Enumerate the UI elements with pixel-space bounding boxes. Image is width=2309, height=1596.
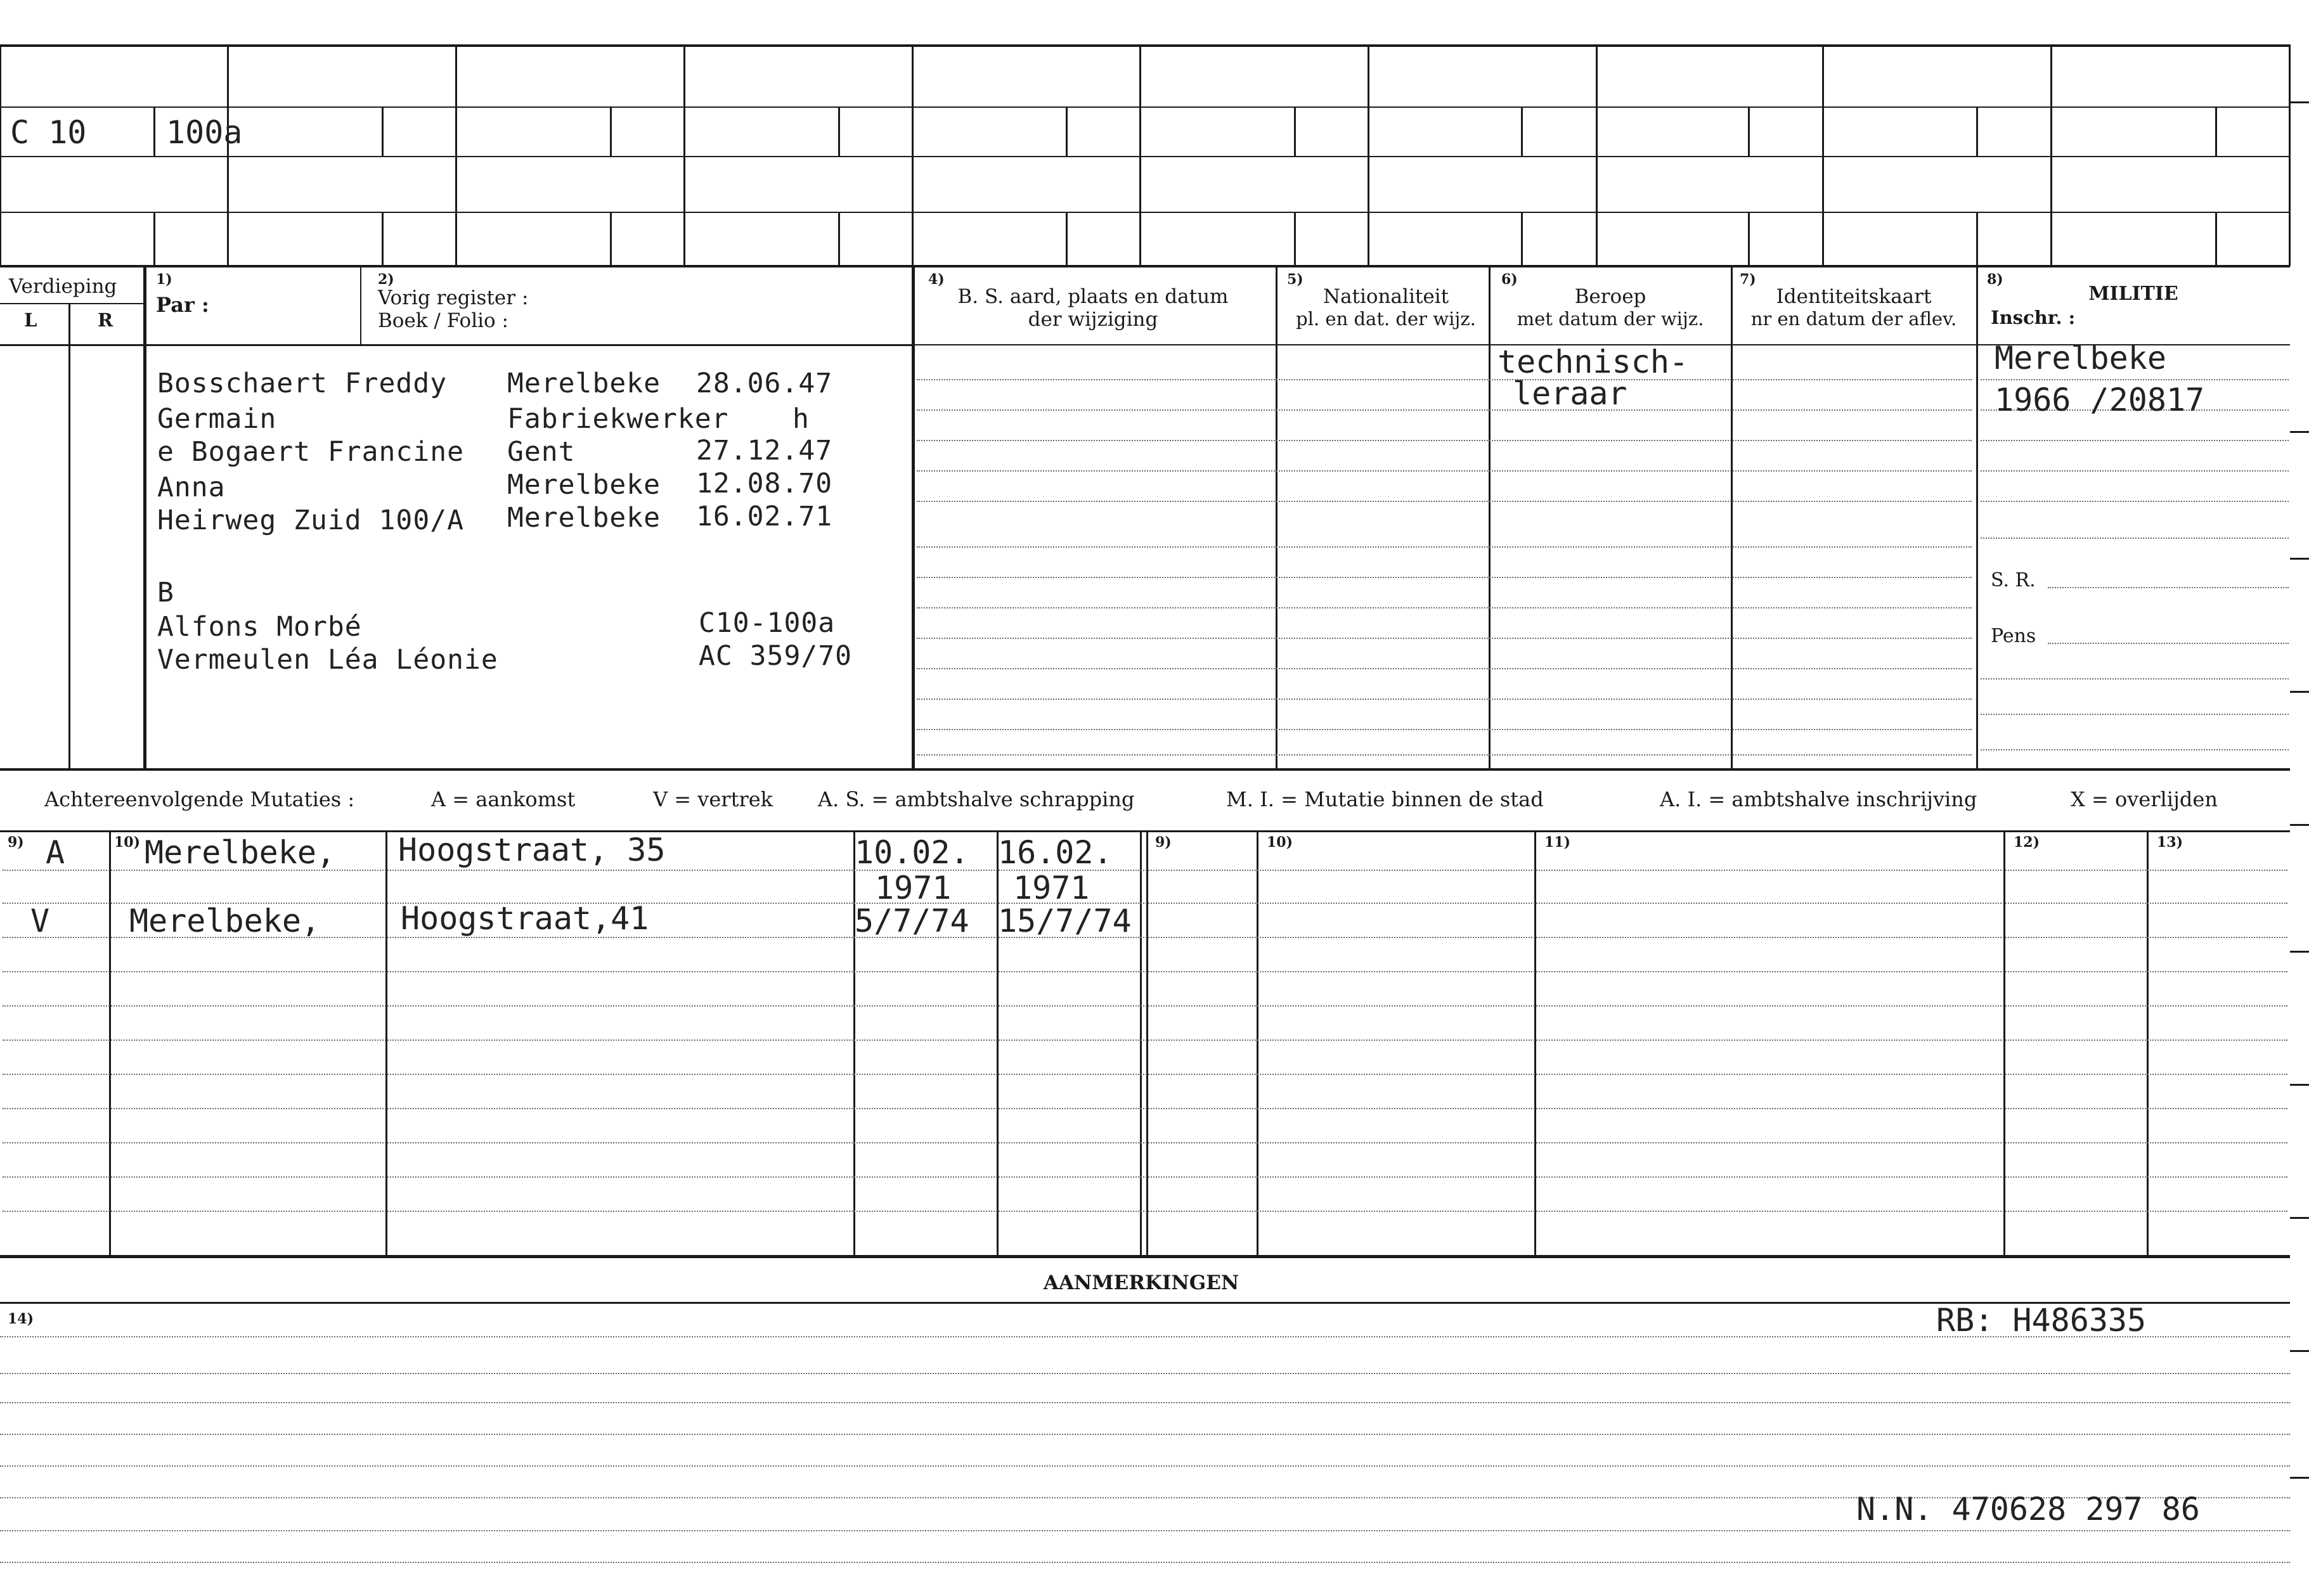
top-code-c2: 100a bbox=[166, 114, 243, 151]
mutation-date2: 15/7/74 bbox=[998, 903, 1132, 939]
verdieping-label: Verdieping bbox=[9, 275, 117, 298]
field-num-7: 7) bbox=[1740, 271, 1756, 288]
nn-number: N.N. 470628 297 86 bbox=[1856, 1491, 2200, 1528]
person-date: 27.12.47 bbox=[696, 435, 833, 467]
mutation-date1: 5/7/74 bbox=[855, 903, 969, 939]
field-num-14: 14) bbox=[8, 1311, 34, 1327]
mutations-top-line bbox=[0, 830, 2290, 832]
grid-vline bbox=[2289, 44, 2291, 266]
verdieping-l: L bbox=[24, 309, 37, 331]
mutation-date2: 16.02. bbox=[998, 834, 1113, 871]
bs-header-2: der wijziging bbox=[1028, 308, 1158, 331]
mutation-type: V bbox=[30, 903, 50, 939]
section-b-label: B bbox=[157, 577, 174, 608]
grid-vline bbox=[1822, 44, 1824, 266]
section-b-ref-2: AC 359/70 bbox=[699, 640, 852, 672]
vorig-register-label: Vorig register : bbox=[378, 286, 529, 309]
beroep-header-2: met datum der wijz. bbox=[1517, 308, 1704, 330]
legend-ai: A. I. = ambtshalve inschrijving bbox=[1660, 787, 1977, 811]
legend-a: A = aankomst bbox=[431, 787, 576, 811]
militie-place: Merelbeke bbox=[1995, 340, 2166, 376]
mut-col-num-9: 9) bbox=[8, 834, 24, 851]
top-grid-line bbox=[0, 106, 2290, 108]
legend-mi: M. I. = Mutatie binnen de stad bbox=[1226, 787, 1544, 811]
boek-folio-label: Boek / Folio : bbox=[378, 309, 508, 332]
mutations-bottom-line bbox=[0, 1255, 2290, 1258]
person-date: 28.06.47 bbox=[696, 368, 833, 399]
identiteit-header-1: Identiteitskaart bbox=[1776, 285, 1932, 308]
person-place: Merelbeke bbox=[507, 469, 661, 501]
person-place: Gent bbox=[507, 436, 576, 468]
field-num-1: 1) bbox=[156, 271, 172, 288]
grid-vline bbox=[455, 44, 457, 266]
pens-label: Pens bbox=[1991, 625, 2036, 647]
mut-col-num-10a: 10) bbox=[114, 834, 141, 851]
militie-number: 1966 /20817 bbox=[1995, 382, 2205, 418]
field-num-6: 6) bbox=[1501, 271, 1518, 288]
mutation-date2-year: 1971 bbox=[1013, 870, 1090, 906]
legend-v: V = vertrek bbox=[653, 787, 773, 811]
verdieping-r: R bbox=[98, 309, 113, 331]
militie-header: MILITIE bbox=[2088, 283, 2178, 305]
grid-vline bbox=[2050, 44, 2052, 266]
person-date: 12.08.70 bbox=[696, 468, 833, 499]
mutation-street: Hoogstraat, 35 bbox=[398, 832, 666, 868]
mutation-street: Hoogstraat,41 bbox=[401, 900, 649, 937]
par-label: Par : bbox=[156, 293, 209, 317]
legend-x: X = overlijden bbox=[2071, 787, 2218, 811]
rb-number: RB: H486335 bbox=[1936, 1302, 2147, 1339]
grid-vline bbox=[0, 44, 1, 266]
grid-vline bbox=[1596, 44, 1598, 266]
mutation-type: A bbox=[46, 834, 65, 871]
mut-col-num-11: 11) bbox=[1544, 834, 1571, 851]
nationaliteit-header-1: Nationaliteit bbox=[1323, 285, 1449, 308]
nationaliteit-header-2: pl. en dat. der wijz. bbox=[1296, 308, 1476, 330]
mut-col-num-10: 10) bbox=[1267, 834, 1293, 851]
person-address: Heirweg Zuid 100/A bbox=[157, 505, 464, 536]
mutation-place: Merelbeke, bbox=[129, 903, 321, 939]
person-name: Germain bbox=[157, 403, 277, 435]
beroep-value-2: leraar bbox=[1513, 375, 1627, 412]
grid-vline bbox=[1368, 44, 1369, 266]
top-grid-bottom bbox=[0, 265, 2290, 267]
field-num-2: 2) bbox=[378, 271, 394, 288]
mutation-date1: 10.02. bbox=[855, 834, 969, 871]
beroep-value-1: technisch- bbox=[1497, 344, 1689, 380]
section-b-ref-1: C10-100a bbox=[699, 607, 836, 639]
field-num-8: 8) bbox=[1987, 271, 2003, 288]
person-name: Anna bbox=[157, 472, 226, 503]
field-num-4: 4) bbox=[928, 271, 945, 288]
main-section-bottom bbox=[0, 768, 2290, 771]
section-divider bbox=[143, 266, 146, 769]
mutation-date1-year: 1971 bbox=[875, 870, 952, 906]
top-grid-line bbox=[0, 212, 2290, 213]
header-bottom-line bbox=[0, 344, 912, 346]
mutation-place: Merelbeke, bbox=[145, 834, 336, 871]
grid-vline bbox=[227, 44, 229, 266]
mut-col-num-13: 13) bbox=[2157, 834, 2183, 851]
top-border bbox=[0, 44, 2290, 47]
inschr-label: Inschr. : bbox=[1991, 307, 2076, 328]
grid-vline bbox=[912, 44, 914, 266]
section-b-name-2: Vermeulen Léa Léonie bbox=[157, 644, 498, 676]
mut-col-num-12: 12) bbox=[2014, 834, 2040, 851]
legend-title: Achtereenvolgende Mutaties : bbox=[44, 787, 355, 811]
person-name: e Bogaert Francine bbox=[157, 436, 464, 468]
grid-vline bbox=[1139, 44, 1141, 266]
sr-label: S. R. bbox=[1991, 569, 2036, 591]
person-place: Merelbeke bbox=[507, 368, 661, 399]
person-name: Bosschaert Freddy bbox=[157, 368, 448, 399]
legend-as: A. S. = ambtshalve schrapping bbox=[818, 787, 1135, 811]
aanmerkingen-title: AANMERKINGEN bbox=[1043, 1271, 1239, 1294]
field-num-5: 5) bbox=[1287, 271, 1303, 288]
top-code-c1: C 10 bbox=[10, 114, 87, 151]
top-grid-line bbox=[0, 156, 2290, 157]
section-b-name-1: Alfons Morbé bbox=[157, 611, 362, 643]
identiteit-header-2: nr en datum der aflev. bbox=[1750, 308, 1957, 330]
grid-vline bbox=[683, 44, 685, 266]
bs-header-1: B. S. aard, plaats en datum bbox=[957, 285, 1229, 308]
mut-col-num-9b: 9) bbox=[1155, 834, 1172, 851]
person-date: 16.02.71 bbox=[696, 501, 833, 532]
person-date: h bbox=[792, 403, 810, 435]
person-place: Fabriekwerker bbox=[507, 403, 729, 435]
beroep-header-1: Beroep bbox=[1574, 285, 1646, 308]
person-place: Merelbeke bbox=[507, 502, 661, 534]
section-divider bbox=[912, 266, 915, 769]
